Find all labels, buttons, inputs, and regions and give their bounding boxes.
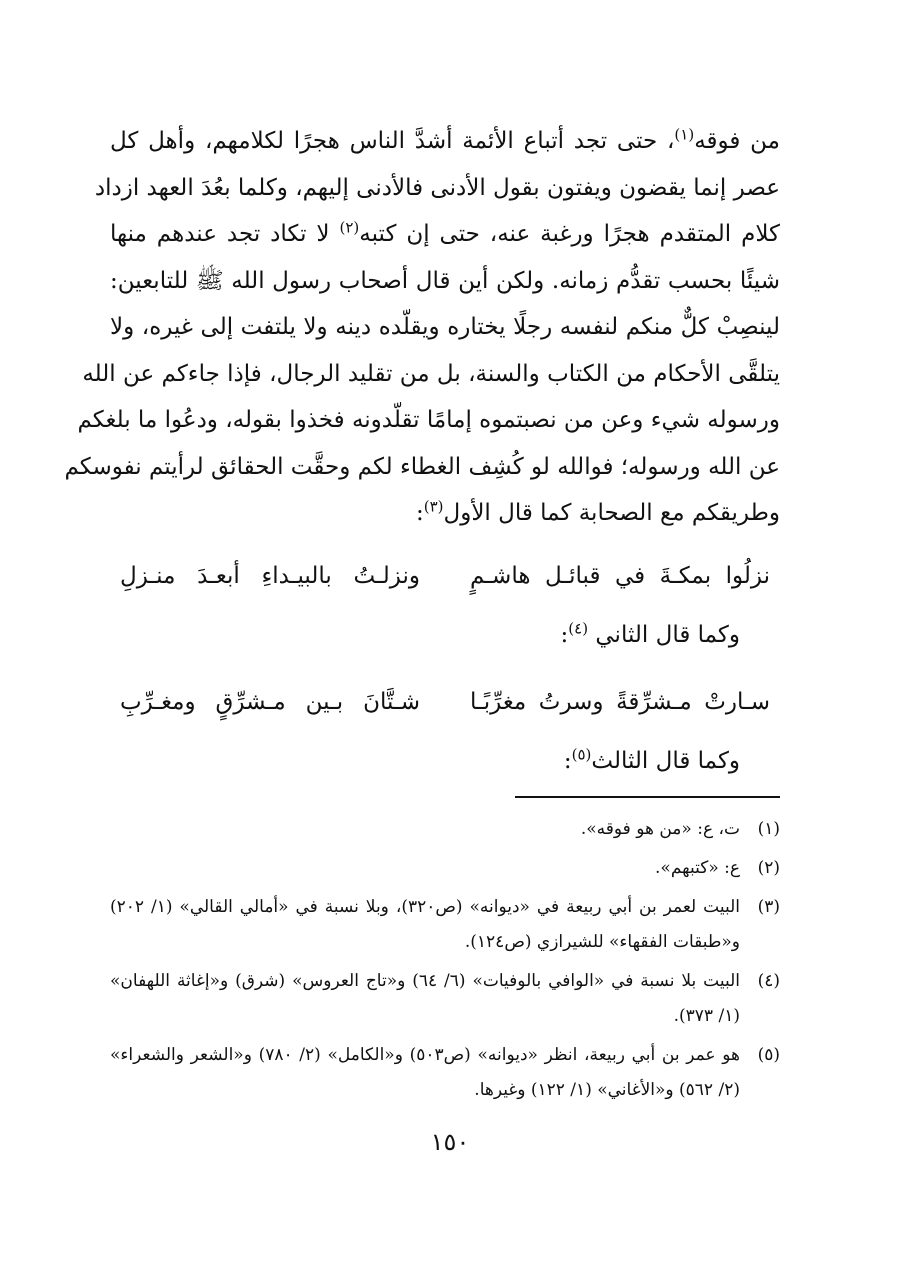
- footnote-number: (٣): [757, 897, 780, 917]
- footnote-mark-2: (٢): [339, 218, 360, 237]
- verse-intro-2: وكما قال الثاني $^{(٤)}$:: [560, 618, 740, 648]
- verse-2: [110, 671, 780, 733]
- footnote-number: (٤): [757, 971, 780, 991]
- footnote-text: هو عمر بن أبي ربيعة، انظر «ديوانه» (ص٥٠٣) و«الكامل» (٢/ ٧٨٠) و«الشعر والشعراء» (٢/ ٥٦٢) و«الأغاني» (١/ ١٢٢) وغيرها.: [110, 1045, 740, 1100]
- footnote-5: [110, 1038, 780, 1108]
- footnote-mark-3: (٣): [423, 497, 444, 516]
- verse-2-second-hemistich: شـتَّانَ بـين مـشرِّقٍ ومغـرِّبِ: [120, 688, 420, 715]
- footnote-number: (٥): [757, 1045, 780, 1065]
- footnote-mark-4: (٤): [568, 618, 589, 637]
- footnote-text: البيت لعمر بن أبي ربيعة في «ديوانه» (ص٣٢٠)، وبلا نسبة في «أمالي القالي» (١/ ٢٠٢) و«طبقات الفقهاء» للشيرازي (ص١٢٤).: [110, 897, 741, 952]
- text-line-6: يتلقَّى الأحكام من الكتاب والسنة، بل من تقليد الرجال، فإذا جاءكم عن الله: [82, 360, 780, 387]
- verse-1: [110, 545, 780, 607]
- footnote-4: [110, 964, 780, 1034]
- footnote-text: ع: «كتبهم».: [655, 858, 740, 878]
- main-text: [64, 118, 780, 789]
- footnote-2: [110, 851, 780, 886]
- text-line-2: عصر إنما يقضون ويفتون بقول الأدنى فالأدنى إليهم، وكلما بعُدَ العهد ازداد: [94, 174, 780, 201]
- footnote-text: ت، ع: «من هو فوقه».: [580, 819, 740, 839]
- footnote-mark-1: (١): [674, 125, 695, 144]
- footnote-separator: [515, 796, 780, 798]
- footnote-number: (١): [757, 819, 780, 839]
- page-number: ١٥٠: [430, 1128, 470, 1156]
- text-line-4: شيئًا بحسب تقدُّم زمانه. ولكن أين قال أصحاب رسول الله ﷺ للتابعين:: [110, 267, 780, 294]
- text-line-1: من فوقه$^{(١)}$، حتى تجد أتباع الأئمة أشدَّ الناس هجرًا لكلامهم، وأهل كل: [110, 125, 780, 154]
- verse-intro-3: وكما قال الثالث$^{(٥)}$:: [563, 744, 740, 774]
- text-line-3: كلام المتقدم هجرًا ورغبة عنه، حتى إن كتبه$^{(٢)}$ لا تكاد تجد عندهم منها: [110, 218, 780, 247]
- verse-1-second-hemistich: ونزلـتُ بالبيـداءِ أبعـدَ منـزلِ: [120, 562, 420, 589]
- text-line-7: ورسوله شيء وعن من نصبتموه إمامًا تقلّدونه فخذوا بقوله، ودعُوا ما بلغكم: [77, 407, 780, 433]
- footnote-1: [110, 812, 780, 847]
- footnote-mark-5: (٥): [571, 744, 592, 763]
- footnote-number: (٢): [757, 858, 780, 878]
- footnotes: [110, 812, 780, 1112]
- footnote-text: البيت بلا نسبة في «الوافي بالوفيات» (٦/ ٦٤) و«تاج العروس» (شرق) و«إغاثة اللهفان» (١/ ٣٧٣).: [110, 971, 740, 1026]
- text-line-9: وطريقكم مع الصحابة كما قال الأول$^{(٣)}$:: [415, 497, 780, 526]
- verse-2-first-hemistich: سـارتْ مـشرِّقةً وسرتُ مغرِّبًـا: [470, 688, 770, 715]
- text-line-5: لينصِبْ كلٌّ منكم لنفسه رجلًا يختاره ويقلّده دينه ولا يلتفت إلى غيره، ولا: [110, 314, 780, 340]
- verse-1-first-hemistich: نزلُوا بمكـةَ في قبائـل هاشـمٍ: [470, 562, 770, 589]
- text-line-8: عن الله ورسوله؛ فوالله لو كُشِف الغطاء لكم وحقَّت الحقائق لرأيتم نفوسكم: [64, 453, 780, 480]
- footnote-3: [110, 890, 780, 960]
